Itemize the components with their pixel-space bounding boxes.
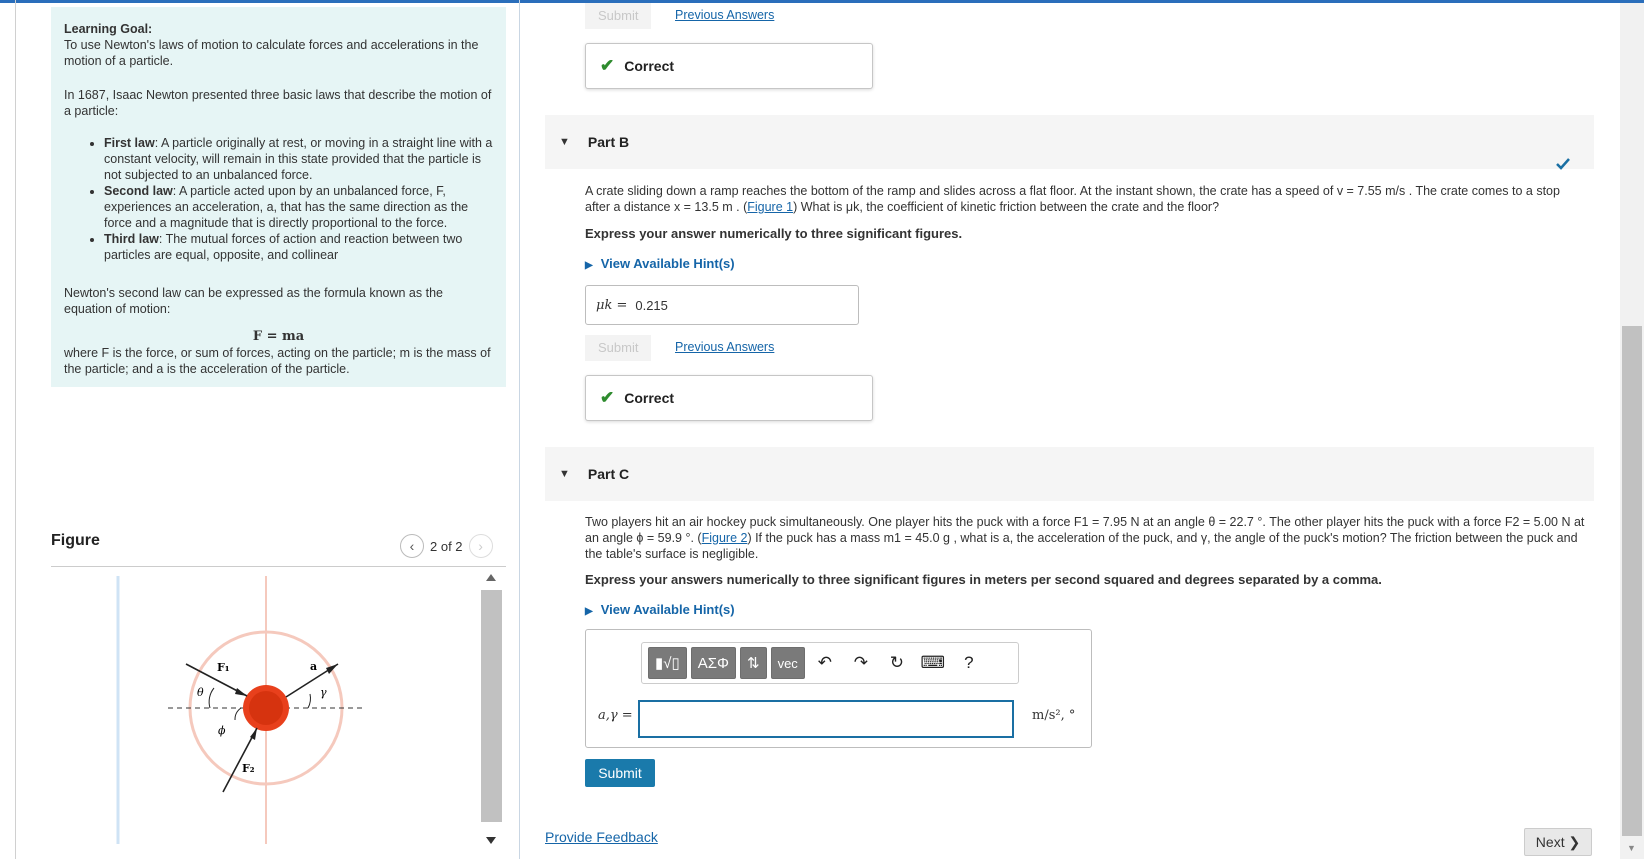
figure-scroll-thumb[interactable] [481,590,502,822]
part-b-title: Part B [587,134,630,150]
part-b-header[interactable] [545,115,1594,169]
part-a-previous-answers-link[interactable]: Previous Answers [675,8,775,22]
figure-2-link[interactable]: Figure 2 [701,531,748,545]
part-c-title: Part C [587,466,630,482]
part-a-result-text: Correct [624,58,675,74]
caret-right-icon: ▶ [585,260,593,271]
keyboard-icon[interactable]: ⌨ [920,653,946,672]
arrows-button[interactable]: ⇅ [740,647,767,679]
prev-figure-button[interactable]: ‹ [400,534,424,558]
part-c-instruction: Express your answers numerically to three significant figures in meters per second squared and degrees separated by a comma. [585,572,1382,587]
figure-label: Figure [51,532,100,549]
next-button[interactable]: Next ❯ [1524,828,1592,856]
air-hockey-figure [100,576,380,846]
figure-pager [400,534,493,558]
part-a-result [585,43,873,89]
collapse-icon: ▼ [559,136,570,148]
law-item: • Third law: The mutual forces of action and reaction between two particles are equal, opposite, and collinear [104,231,493,263]
learning-goal-box [51,7,506,387]
next-figure-button[interactable]: › [469,534,493,558]
check-icon: ✔ [600,56,615,75]
reset-icon[interactable]: ↻ [889,653,904,672]
part-c-hint-toggle[interactable]: ▶ View Available Hint(s) [585,602,735,617]
scroll-down-icon [486,837,496,844]
gamma-arc [308,694,310,708]
equation-of-motion: F = ma [252,329,305,344]
collapse-icon: ▼ [559,468,570,480]
part-c-submit-button[interactable]: Submit [585,759,655,787]
learning-goal-history: In 1687, Isaac Newton presented three basic laws that describe the motion of a particle: [64,88,492,118]
law-item: • First law: A particle originally at rest, or moving in a straight line with a constant velocity, will remain in this state provided that the particle is not subjected to an unbalanced force. [104,135,493,183]
part-b-complete-icon [1555,157,1571,171]
undo-icon[interactable]: ↶ [817,653,832,672]
figure-pager-text: 2 of 2 [430,538,463,554]
part-b-answer-field [585,285,859,325]
laws-list [64,135,493,263]
figure-divider [51,566,506,567]
part-b-result [585,375,873,421]
second-law-text: Newton's second law can be expressed as the formula known as the equation of motion: [64,286,443,316]
puck-inner [249,691,283,725]
part-c-question: Two players hit an air hockey puck simultaneously. One player hits the puck with a force F1 = 7.95 N at an angle θ = 22.7 °. The other player hits the puck with a force F2 = 5.00 N at an angle ϕ = 59.9 °. (Figure 2) If the puck has a mass m1 = 45.0 g , what is a, the acceleration of the puck, and γ, the angle of the puck's motion? The friction between the puck and the table's surface is negligible. [585,515,1585,561]
phi-arc [235,708,241,720]
part-c-answer-editor [585,629,1092,748]
where-text: where F is the force, or sum of forces, acting on the particle; m is the mass of the particle; and a is the acceleration of the particle. [64,346,491,376]
part-c-units: m/s², ° [1032,708,1076,723]
column-divider [519,0,520,859]
learning-goal-intro: To use Newton's laws of motion to calculate forces and accelerations in the motion of a particle. [64,38,479,68]
scroll-down-icon[interactable]: ▼ [1627,843,1636,853]
part-b-answer-label: μk = [596,297,628,313]
f1-label: F₁ [217,661,230,674]
figure-1-link[interactable]: Figure 1 [747,200,794,214]
part-a-submit-button[interactable]: Submit [585,3,651,29]
part-b-submit-button[interactable]: Submit [585,335,651,361]
page-scroll-thumb[interactable] [1622,326,1642,836]
provide-feedback-link[interactable]: Provide Feedback [545,829,658,845]
greek-button[interactable]: ΑΣΦ [691,647,736,679]
templates-button[interactable]: ▮√▯ [648,647,687,679]
part-c-answer-label: a,γ = [598,708,633,723]
left-border [15,0,16,859]
theta-label: θ [197,686,204,699]
theta-arc [209,688,214,708]
part-c-answer-input[interactable] [638,700,1014,738]
figure-scrollbar[interactable] [479,568,504,850]
law-item: • Second law: A particle acted upon by an unbalanced force, F, experiences an acceleration, a, that has the same direction as the force and a magnitude that is directly proportional to the force. [104,183,493,231]
caret-right-icon: ▶ [585,606,593,617]
math-toolbar [641,642,1019,684]
f2-label: F₂ [242,762,255,775]
learning-goal-title: Learning Goal: [64,22,153,36]
part-b-previous-answers-link[interactable]: Previous Answers [675,340,775,354]
check-icon: ✔ [600,388,615,407]
redo-icon[interactable]: ↷ [853,653,868,672]
phi-label: ϕ [218,724,226,737]
part-b-answer-value: 0.215 [635,297,668,313]
vec-button[interactable]: vec [771,647,805,679]
a-label: a [310,660,318,673]
part-b-instruction: Express your answer numerically to three significant figures. [585,226,963,241]
scroll-up-icon [486,574,496,581]
help-icon[interactable]: ? [964,653,974,672]
part-b-result-text: Correct [624,390,675,406]
top-bar [0,0,1644,3]
page-scrollbar[interactable] [1620,3,1644,859]
gamma-label: γ [320,686,327,699]
part-c-header[interactable] [545,447,1594,501]
part-b-question: A crate sliding down a ramp reaches the bottom of the ramp and slides across a flat floor. At the instant shown, the crate has a speed of v = 7.55 m/s . The crate comes to a stop after a distance x = 13.5 m . (Figure 1) What is μk, the coefficient of kinetic friction between the crate and the floor? [585,184,1560,214]
part-b-hint-toggle[interactable]: ▶ View Available Hint(s) [585,256,735,271]
